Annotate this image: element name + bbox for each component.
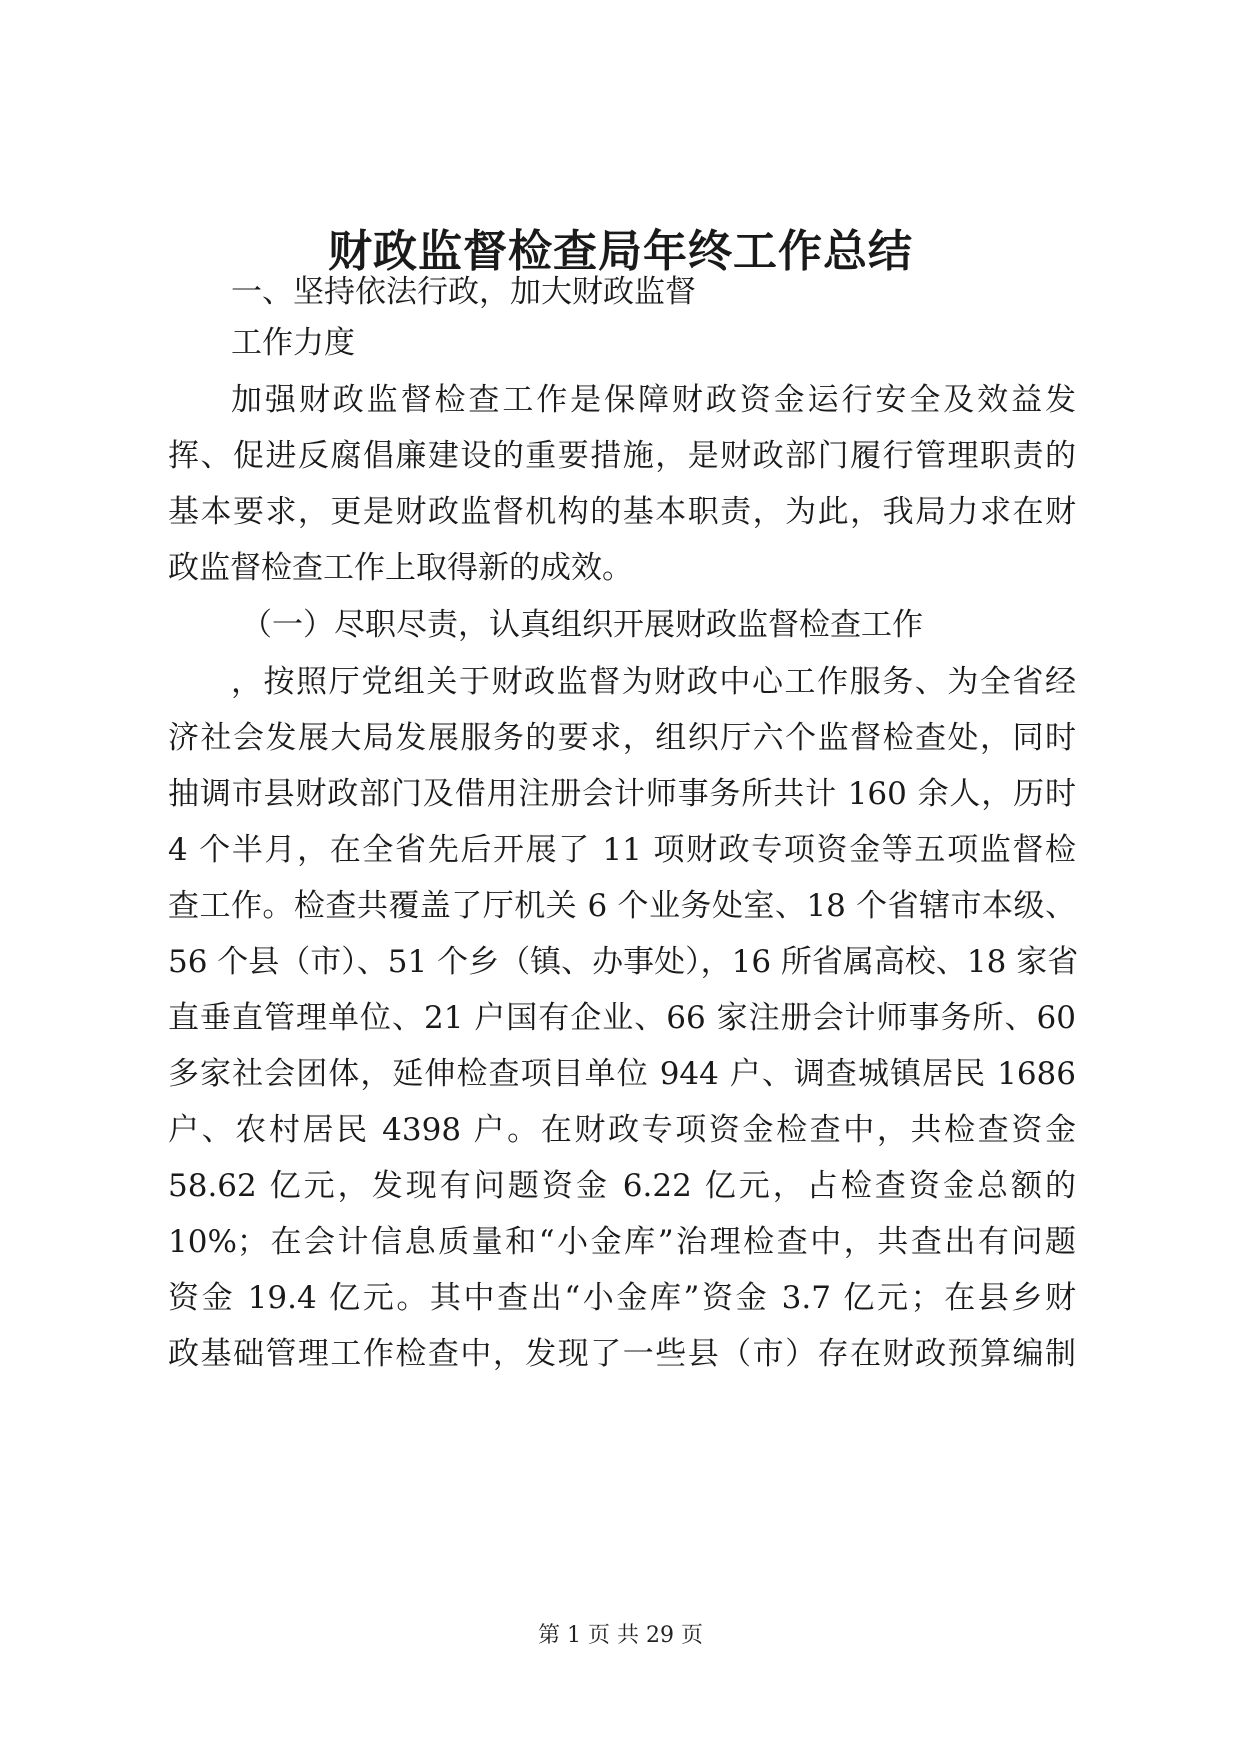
paragraph-line: 抽调市县财政部门及借用注册会计师事务所共计 160 余人，历时 — [168, 776, 1076, 812]
paragraph-line: 56 个县（市）、51 个乡（镇、办事处），16 所省属高校、18 家省 — [168, 944, 1079, 980]
paragraph-line: 10%；在会计信息质量和“小金库”治理检查中，共查出有问题 — [168, 1224, 1076, 1260]
paragraph-line: 加强财政监督检查工作是保障财政资金运行安全及效益发 — [231, 382, 1076, 418]
paragraph-line: 直垂直管理单位、21 户国有企业、66 家注册会计师事务所、60 — [168, 1000, 1076, 1036]
paragraph-line: ，按照厅党组关于财政监督为财政中心工作服务、为全省经 — [231, 664, 1076, 700]
document-title: 财政监督检查局年终工作总结 — [328, 226, 913, 277]
paragraph-line: 查工作。检查共覆盖了厅机关 6 个业务处室、18 个省辖市本级、 — [168, 888, 1076, 924]
page-number-footer: 第 1 页 共 29 页 — [538, 1623, 703, 1648]
paragraph-line: 政基础管理工作检查中，发现了一些县（市）存在财政预算编制 — [168, 1336, 1076, 1372]
paragraph-line: 基本要求，更是财政监督机构的基本职责，为此，我局力求在财 — [168, 494, 1076, 530]
paragraph-line: 户、农村居民 4398 户。在财政专项资金检查中，共检查资金 — [168, 1112, 1076, 1148]
paragraph-line: 资金 19.4 亿元。其中查出“小金库”资金 3.7 亿元；在县乡财 — [168, 1280, 1076, 1316]
subsection-heading: （一）尽职尽责，认真组织开展财政监督检查工作 — [241, 607, 923, 643]
section-heading-line-1: 一、坚持依法行政，加大财政监督 — [231, 274, 696, 310]
paragraph-line: 济社会发展大局发展服务的要求，组织厅六个监督检查处，同时 — [168, 720, 1076, 756]
paragraph-line: 多家社会团体，延伸检查项目单位 944 户、调查城镇居民 1686 — [168, 1056, 1076, 1092]
paragraph-line: 挥、促进反腐倡廉建设的重要措施，是财政部门履行管理职责的 — [168, 438, 1076, 474]
paragraph-line: 4 个半月，在全省先后开展了 11 项财政专项资金等五项监督检 — [168, 832, 1076, 868]
section-heading-line-2: 工作力度 — [231, 325, 355, 361]
paragraph-line: 58.62 亿元，发现有问题资金 6.22 亿元，占检查资金总额的 — [168, 1168, 1076, 1204]
paragraph-line: 政监督检查工作上取得新的成效。 — [168, 550, 633, 586]
